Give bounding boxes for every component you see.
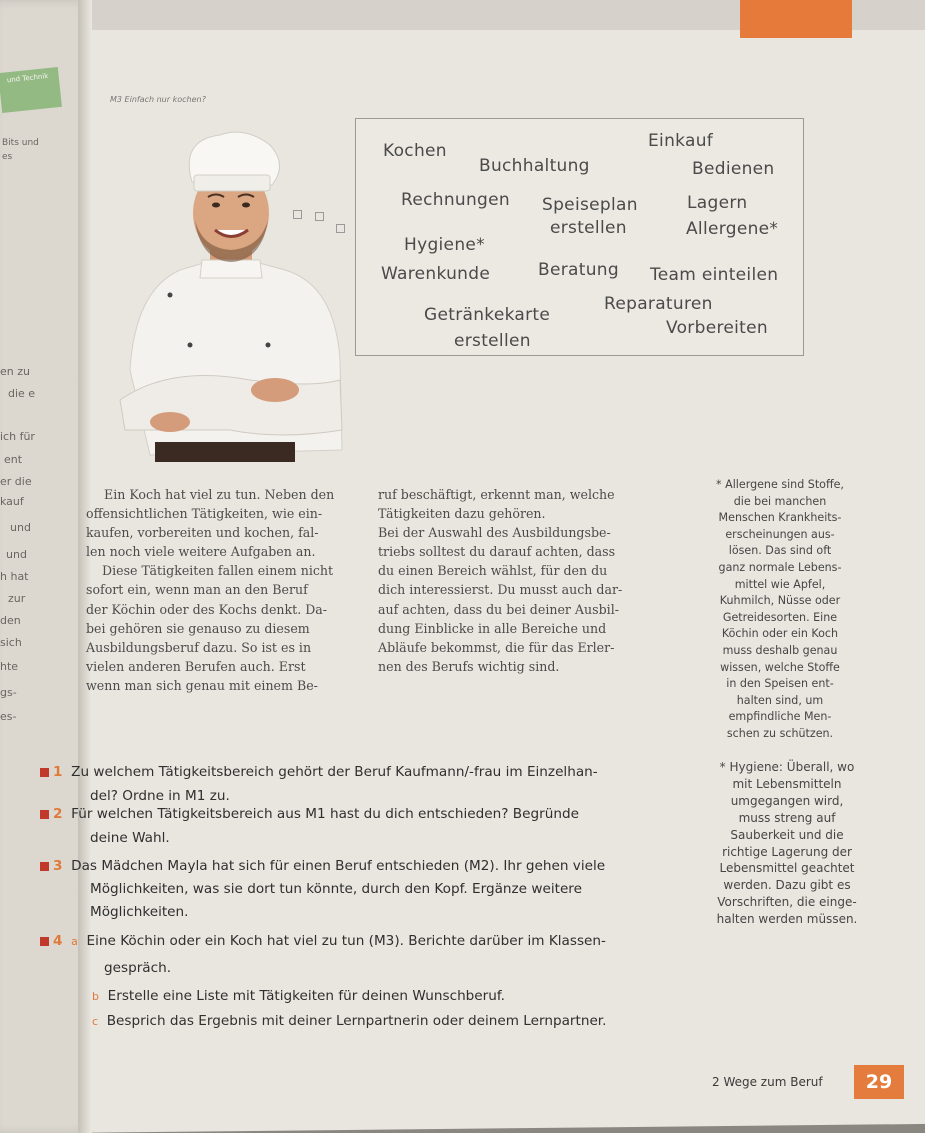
task-text: deine Wahl. [90, 830, 170, 846]
text-line: dich interessierst. Du musst auch dar- [378, 582, 623, 598]
margin-fragment: Bits und [2, 138, 39, 148]
task-number: 4 [53, 933, 63, 949]
margin-fragment: und [10, 521, 31, 534]
text-line: kaufen, vorbereiten und kochen, fal- [86, 525, 319, 541]
glossary-line: erscheinungen aus- [725, 527, 835, 541]
glossary-line: Lebensmittel geachtet [719, 861, 855, 876]
text-line: Bei der Auswahl des Ausbildungsbe- [378, 525, 611, 541]
hygiene-glossary [682, 759, 892, 928]
subtask-letter: a [71, 935, 78, 948]
task-3 [40, 857, 680, 921]
word-item: Allergene* [686, 219, 779, 239]
text-line: triebs solltest du darauf achten, dass [378, 544, 616, 560]
task-number: 1 [53, 764, 63, 780]
task-marker-icon [40, 937, 49, 946]
glossary-line: lösen. Das sind oft [728, 544, 832, 558]
margin-fragment: h hat [0, 570, 29, 583]
glossary-line: * Allergene sind Stoffe, [716, 478, 844, 491]
margin-fragment: den [0, 614, 21, 627]
glossary-line: schen zu schützen. [726, 726, 834, 740]
text-line: bei gehören sie genauso zu diesem [86, 620, 310, 636]
glossary-line: richtige Lagerung der [722, 844, 852, 859]
glossary-line: wissen, welche Stoffe [720, 660, 840, 674]
margin-fragment: ent [4, 453, 23, 466]
margin-fragment: gs- [0, 686, 17, 699]
decorative-square [336, 224, 345, 233]
margin-fragment: und [6, 548, 27, 561]
task-number: 2 [53, 806, 63, 822]
allergene-glossary [680, 477, 880, 743]
text-line: dung Einblicke in alle Bereiche und [378, 620, 607, 636]
text-line: len noch viele weitere Aufgaben an. [86, 544, 316, 560]
task-text: del? Ordne in M1 zu. [90, 788, 230, 804]
task-text: Eine Köchin oder ein Koch hat viel zu tun (M3). Berichte darüber im Klassen- [86, 933, 606, 949]
margin-fragment: hte [0, 660, 19, 673]
task-number: 3 [53, 858, 63, 874]
glossary-line: mit Lebensmitteln [732, 776, 842, 791]
text-line: Ein Koch hat viel zu tun. Neben den [104, 487, 335, 502]
glossary-line: empfindliche Men- [728, 710, 832, 724]
word-item: Speiseplan [542, 195, 638, 215]
word-item: Bedienen [692, 159, 775, 179]
text-line: vielen anderen Berufen auch. Erst [86, 658, 306, 674]
activities-word-box [355, 118, 804, 356]
text-line: Diese Tätigkeiten fallen einem nicht [102, 563, 334, 579]
word-item: Einkauf [648, 131, 714, 151]
glossary-line: muss deshalb genau [722, 643, 838, 657]
text-line: der Köchin oder des Kochs denkt. Da- [86, 601, 328, 617]
glossary-line: Köchin oder ein Koch [721, 627, 839, 641]
margin-fragment: er die [0, 475, 32, 488]
subtask-letter: c [92, 1015, 99, 1028]
word-item: Vorbereiten [666, 318, 768, 338]
text-line: offensichtlichen Tätigkeiten, wie ein- [86, 506, 323, 522]
task-text: Für welchen Tätigkeitsbereich aus M1 hast du dich entschieden? Begründe [71, 806, 579, 822]
word-item: erstellen [550, 218, 627, 238]
text-line: du einen Bereich wählst, für den du [378, 563, 608, 579]
task-text: Möglichkeiten, was sie dort tun könnte, durch den Kopf. Ergänze weitere [90, 881, 582, 897]
word-item: erstellen [454, 331, 531, 351]
glossary-line: Vorschriften, die einge- [717, 895, 857, 910]
glossary-line: werden. Dazu gibt es [723, 878, 851, 893]
margin-fragment: kauf [0, 495, 24, 508]
task-text: gespräch. [104, 960, 172, 976]
glossary-line: halten werden müssen. [716, 912, 858, 927]
task-text: Zu welchem Tätigkeitsbereich gehört der Beruf Kaufmann/-frau im Einzelhan- [71, 764, 598, 780]
word-item: Hygiene* [404, 235, 485, 255]
word-item: Reparaturen [604, 294, 713, 314]
green-topic-tag: und Technik [0, 67, 62, 113]
glossary-line: Menschen Krankheits- [718, 511, 842, 525]
text-line: Ausbildungsberuf dazu. So ist es in [86, 639, 312, 655]
subtask-c [92, 1012, 692, 1031]
margin-fragment: es [2, 152, 13, 162]
task-text: Das Mädchen Mayla hat sich für einen Beruf entschieden (M2). Ihr gehen viele [71, 858, 606, 874]
subtask-b [92, 987, 692, 1006]
word-item: Buchhaltung [479, 156, 590, 176]
word-item: Getränkekarte [424, 305, 551, 325]
text-line: Abläufe bekommst, die für das Erler- [378, 639, 615, 655]
word-item: Team einteilen [650, 265, 779, 285]
task-marker-icon [40, 810, 49, 819]
task-text: Möglichkeiten. [90, 904, 189, 920]
glossary-line: halten sind, um [736, 693, 824, 707]
task-marker-icon [40, 862, 49, 871]
text-line: nen des Berufs wichtig sind. [378, 658, 560, 674]
word-item: Rechnungen [401, 190, 510, 210]
margin-fragment: sich [0, 636, 22, 649]
task-1 [40, 763, 680, 805]
subtask-text: Erstelle eine Liste mit Tätigkeiten für deinen Wunschberuf. [107, 988, 505, 1004]
word-item: Beratung [538, 260, 619, 280]
glossary-line: in den Speisen ent- [726, 677, 834, 691]
task-2 [40, 805, 680, 847]
margin-fragment: en zu [0, 365, 30, 378]
main-text-column-1 [86, 485, 366, 695]
text-line: ruf beschäftigt, erkennt man, welche [378, 487, 615, 502]
word-item: Kochen [383, 141, 447, 161]
word-item: Warenkunde [381, 264, 491, 284]
text-line: auf achten, dass du bei deiner Ausbil- [378, 601, 619, 617]
glossary-line: Getreidesorten. Eine [722, 610, 838, 624]
text-line: sofort ein, wenn man an den Beruf [86, 582, 308, 598]
glossary-line: die bei manchen [733, 494, 827, 508]
margin-fragment: die e [8, 387, 36, 400]
glossary-line: ganz normale Lebens- [718, 560, 842, 574]
main-text-column-2 [378, 485, 673, 676]
margin-fragment: ich für [0, 430, 35, 443]
glossary-line: umgegangen wird, [730, 793, 844, 808]
task-marker-icon [40, 768, 49, 777]
chapter-footer: 2 Wege zum Beruf [712, 1075, 823, 1089]
chef-illustration [110, 130, 365, 465]
margin-fragment: zur [8, 592, 26, 605]
glossary-line: Kuhmilch, Nüsse oder [719, 594, 841, 608]
glossary-line: Sauberkeit und die [730, 827, 844, 842]
text-line: Tätigkeiten dazu gehören. [378, 506, 546, 522]
decorative-square [315, 212, 324, 221]
orange-chapter-tab [740, 0, 852, 38]
word-item: Lagern [687, 193, 748, 213]
task-4 [40, 932, 700, 977]
subtask-letter: b [92, 990, 99, 1003]
glossary-line: mittel wie Apfel, [734, 577, 826, 591]
page-number: 29 [854, 1065, 904, 1099]
margin-fragment: es- [0, 710, 17, 723]
subtask-text: Besprich das Ergebnis mit deiner Lernpartnerin oder deinem Lernpartner. [106, 1013, 607, 1029]
glossary-line: * Hygiene: Überall, wo [719, 760, 855, 774]
decorative-square [293, 210, 302, 219]
text-line: wenn man sich genau mit einem Be- [86, 677, 318, 693]
glossary-line: muss streng auf [738, 810, 836, 825]
section-kicker: M3 Einfach nur kochen? [110, 95, 206, 104]
